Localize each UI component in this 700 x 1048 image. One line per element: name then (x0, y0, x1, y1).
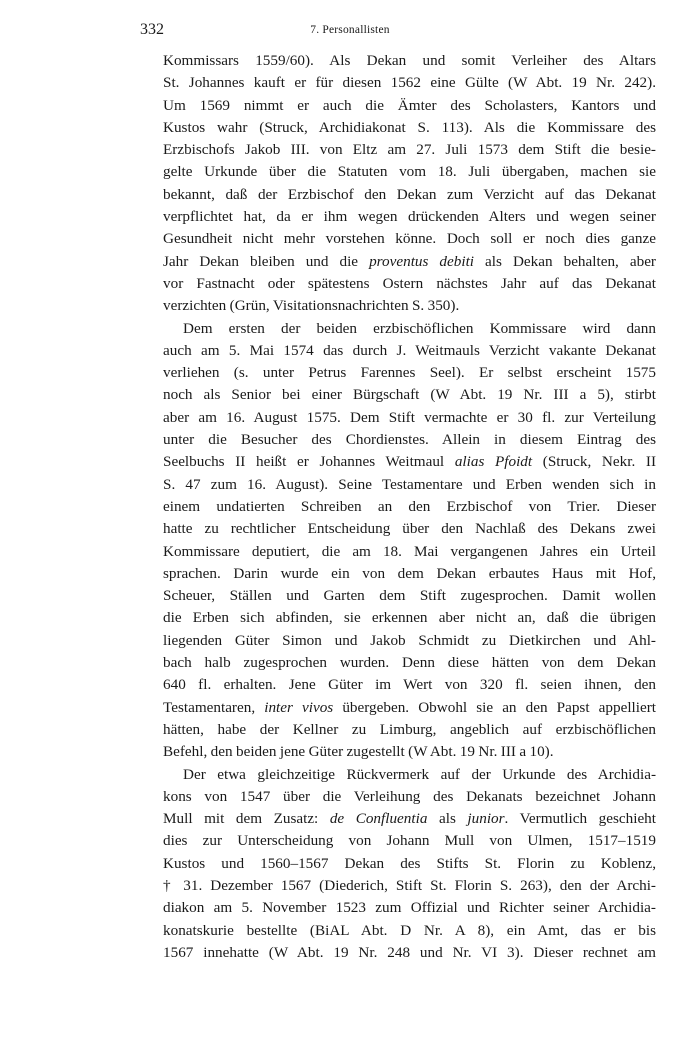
text-line (163, 607, 656, 629)
text-line (163, 318, 656, 340)
text-line (163, 139, 656, 161)
italic-text-segment: proventus debiti (369, 252, 475, 270)
page-number: 332 (140, 21, 164, 38)
text-segment: dies zur Unterscheidung von Johann Mull von Ulmen, 1517–1519 (163, 832, 656, 850)
text-segment: Seelbuchs II heißt er Johannes Weitmaul (163, 453, 455, 471)
text-segment: Dem ersten der beiden erzbischöflichen Kommissare wird dann (183, 319, 656, 337)
text-segment: verpflichtet hat, da er ihm wegen drückenden Alters und wegen seiner (163, 208, 656, 226)
text-line (163, 764, 656, 786)
text-line (163, 206, 656, 228)
text-segment: aber am 16. August 1575. Dem Stift vermachte er 30 fl. zur Verteilung (163, 408, 656, 426)
text-line (163, 897, 656, 919)
text-segment: verliehen (s. unter Petrus Farennes Seel). Er selbst erscheint 1575 (163, 364, 656, 382)
text-line (163, 474, 656, 496)
text-segment: Gesundheit nicht mehr vorstehen könne. Doch soll er noch dies ganze (163, 230, 656, 248)
text-line (163, 652, 656, 674)
text-segment: Jahr Dekan bleiben und die (163, 252, 370, 270)
text-segment: sprachen. Darin wurde ein von dem Dekan erbautes Haus mit Hof, (163, 564, 656, 582)
text-segment: Befehl, den beiden jene Güter zugestellt (W Abt. 19 Nr. III a 10). (163, 743, 554, 761)
text-segment: S. 47 zum 16. August). Seine Testamentare und Erben wenden sich in (163, 475, 656, 493)
text-segment: hätten, habe der Kellner zu Limburg, angeblich auf erzbischöflichen (163, 720, 656, 738)
text-segment: unter die Besucher des Chordienstes. Allein in diesem Eintrag des (163, 431, 656, 449)
text-line (163, 630, 656, 652)
text-segment: . Vermutlich geschieht (504, 810, 656, 828)
italic-text-segment: junior (467, 810, 505, 828)
text-line (163, 697, 656, 719)
text-line (163, 808, 656, 830)
text-segment: die Erben sich abfinden, sie erkennen aber nicht an, daß die übrigen (163, 609, 656, 627)
text-segment: bach halb zugesprochen wurden. Denn diese hätten von dem Dekan (163, 654, 656, 672)
text-segment: einem undatierten Schreiben an den Erzbischof von Trier. Dieser (163, 497, 656, 515)
text-segment: 1567 innehatte (W Abt. 19 Nr. 248 und Nr. VI 3). Dieser rechnet am (163, 943, 656, 961)
text-segment: verzichten (Grün, Visitationsnachrichten S. 350). (163, 297, 460, 315)
text-line (163, 228, 656, 250)
text-segment: hatte zu rechtlicher Entscheidung über den Nachlaß des Dekans zwei (163, 520, 656, 538)
italic-text-segment: alias Pfoidt (454, 453, 533, 471)
text-line (163, 719, 656, 741)
text-segment: Kommissare deputiert, die am 18. Mai vergangenen Jahres ein Urteil (163, 542, 656, 560)
text-line (163, 875, 656, 897)
text-segment: Kommissars 1559/60). Als Dekan und somit Verleiher des Altars (163, 52, 656, 69)
text-line (163, 563, 656, 585)
text-line (163, 117, 656, 139)
text-segment: liegenden Güter Simon und Jakob Schmidt zu Dietkirchen und Ahl- (163, 631, 656, 649)
text-line (163, 50, 656, 72)
text-segment: konatskurie bestellte (BiAL Abt. D Nr. A 8), ein Amt, das er bis (163, 921, 656, 939)
text-line (163, 72, 656, 94)
text-line (163, 451, 656, 473)
text-line (163, 161, 656, 183)
text-segment: Mull mit dem Zusatz: (163, 810, 330, 828)
text-segment: Scheuer, Ställen und Garten dem Stift zugesprochen. Damit wollen (163, 587, 656, 605)
text-line (163, 340, 656, 362)
text-line (163, 674, 656, 696)
text-line (163, 273, 656, 295)
running-head: 7. Personallisten (310, 24, 390, 36)
text-segment: Erzbischofs Jakob III. von Eltz am 27. Juli 1573 dem Stift die besie- (163, 141, 656, 159)
italic-text-segment: de Confluentia (329, 810, 428, 828)
text-segment: Kustos wahr (Struck, Archidiakonat S. 113). Als die Kommissare des (163, 118, 656, 136)
text-segment: übergeben. Obwohl sie an den Papst appelliert (333, 698, 656, 716)
text-line (163, 362, 656, 384)
text-line (163, 295, 656, 317)
text-line (163, 830, 656, 852)
text-segment: Der etwa gleichzeitige Rückvermerk auf der Urkunde des Archidia- (183, 765, 656, 783)
text-line (163, 942, 656, 964)
text-segment: † 31. Dezember 1567 (Diederich, Stift St. Florin S. 263), den der Archi- (163, 876, 656, 894)
text-line (163, 518, 656, 540)
text-segment: vor Fastnacht oder spätestens Ostern nächstes Jahr auf das Dekanat (163, 274, 656, 292)
text-line (163, 184, 656, 206)
text-segment: (Struck, Nekr. II (532, 453, 657, 471)
text-line (163, 920, 656, 942)
text-line (163, 384, 656, 406)
text-line (163, 407, 656, 429)
text-segment: gelte Urkunde über die Statuten vom 18. Juli übergaben, machen sie (163, 163, 656, 181)
text-segment: Um 1569 nimmt er auch die Ämter des Scholasters, Kantors und (163, 96, 656, 114)
text-line (163, 429, 656, 451)
text-segment: auch am 5. Mai 1574 das durch J. Weitmauls Verzicht vakante Dekanat (163, 341, 656, 359)
text-line (163, 251, 656, 273)
body-text (163, 50, 656, 964)
text-segment: St. Johannes kauft er für diesen 1562 eine Gülte (W Abt. 19 Nr. 242). (163, 74, 656, 92)
text-line (163, 541, 656, 563)
text-line (163, 585, 656, 607)
text-segment: noch als Senior bei einer Bürgschaft (W Abt. 19 Nr. III a 5), stirbt (163, 386, 656, 404)
text-segment: diakon am 5. November 1523 zum Offizial und Richter seiner Archidia- (163, 899, 656, 917)
text-line (163, 95, 656, 117)
text-line (163, 741, 656, 763)
text-segment: bekannt, daß der Erzbischof den Dekan zum Verzicht auf das Dekanat (163, 185, 656, 203)
text-line (163, 786, 656, 808)
text-segment: Testamentaren, (163, 698, 265, 716)
text-line (163, 496, 656, 518)
text-segment: als (427, 810, 468, 828)
text-segment: 640 fl. erhalten. Jene Güter im Wert von 320 fl. seien ihnen, den (163, 676, 656, 694)
text-line (163, 853, 656, 875)
text-segment: Kustos und 1560–1567 Dekan des Stifts St. Florin zu Koblenz, (163, 854, 656, 872)
italic-text-segment: inter vivos (264, 698, 334, 716)
text-segment: als Dekan behalten, aber (474, 252, 656, 270)
text-segment: kons von 1547 über die Verleihung des Dekanats bezeichnet Johann (163, 787, 656, 805)
